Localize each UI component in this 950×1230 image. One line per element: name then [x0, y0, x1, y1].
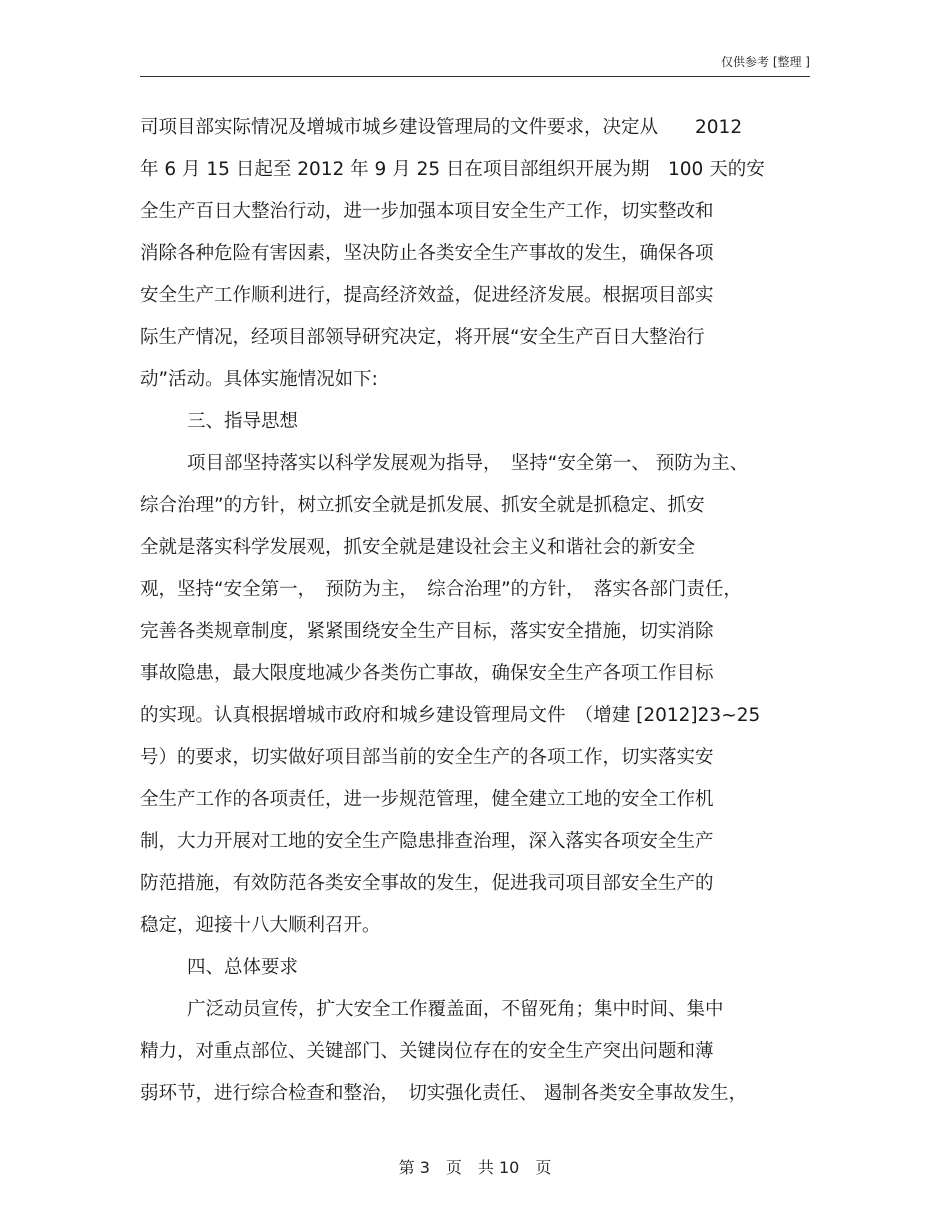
body-line: 际生产情况，经项目部领导研究决定，将开展“安全生产百日大整治行	[140, 327, 705, 348]
body-line: 号）的要求，切实做好项目部当前的安全生产的各项工作，切实落实安	[140, 747, 714, 768]
header-note: 仅供参考 [整理 ]	[721, 55, 810, 69]
body-line: 安全生产工作顺利进行，提高经济效益，促进经济发展。根据项目部实	[140, 285, 714, 306]
body-line: 制，大力开展对工地的安全生产隐患排查治理，深入落实各项安全生产	[140, 831, 714, 852]
body-line: 动”活动。具体实施情况如下:	[140, 369, 378, 390]
body-line: 广泛动员宣传，扩大安全工作覆盖面，不留死角；集中时间、集中	[187, 999, 724, 1020]
body-line: 精力，对重点部位、关键部门、关键岗位存在的安全生产突出问题和薄	[140, 1041, 714, 1062]
body-line: 的实现。认真根据增城市政府和城乡建设管理局文件 （增建 [2012]23~25	[140, 705, 761, 726]
header-divider	[140, 76, 810, 77]
body-line: 司项目部实际情况及增城市城乡建设管理局的文件要求，决定从 2012	[140, 117, 743, 138]
body-line: 全生产百日大整治行动，进一步加强本项目安全生产工作，切实整改和	[140, 201, 714, 222]
body-line: 全生产工作的各项责任，进一步规范管理，健全建立工地的安全工作机	[140, 789, 714, 810]
body-line: 稳定，迎接十八大顺利召开。	[140, 915, 381, 936]
section-heading: 三、指导思想	[187, 411, 299, 432]
body-line: 观，坚持“安全第一， 预防为主， 综合治理”的方针， 落实各部门责任，	[140, 579, 742, 600]
body-line: 消除各种危险有害因素，坚决防止各类安全生产事故的发生，确保各项	[140, 243, 714, 264]
body-line: 防范措施，有效防范各类安全事故的发生，促进我司项目部安全生产的	[140, 873, 714, 894]
body-line: 年 6 月 15 日起至 2012 年 9 月 25 日在项目部组织开展为期 100 天的安	[140, 159, 765, 180]
body-line: 综合治理”的方针，树立抓安全就是抓发展、抓安全就是抓稳定、抓安	[140, 495, 705, 516]
body-line: 完善各类规章制度，紧紧围绕安全生产目标，落实安全措施，切实消除	[140, 621, 714, 642]
body-line: 事故隐患，最大限度地减少各类伤亡事故，确保安全生产各项工作目标	[140, 663, 714, 684]
page-number: 第 3 页 共 10 页	[398, 1158, 552, 1177]
body-line: 项目部坚持落实以科学发展观为指导， 坚持“安全第一、 预防为主、	[187, 453, 749, 474]
section-heading: 四、总体要求	[187, 957, 299, 978]
body-line: 全就是落实科学发展观，抓安全就是建设社会主义和谐社会的新安全	[140, 537, 696, 558]
body-line: 弱环节，进行综合检查和整治， 切实强化责任、 遏制各类安全事故发生，	[140, 1083, 748, 1104]
